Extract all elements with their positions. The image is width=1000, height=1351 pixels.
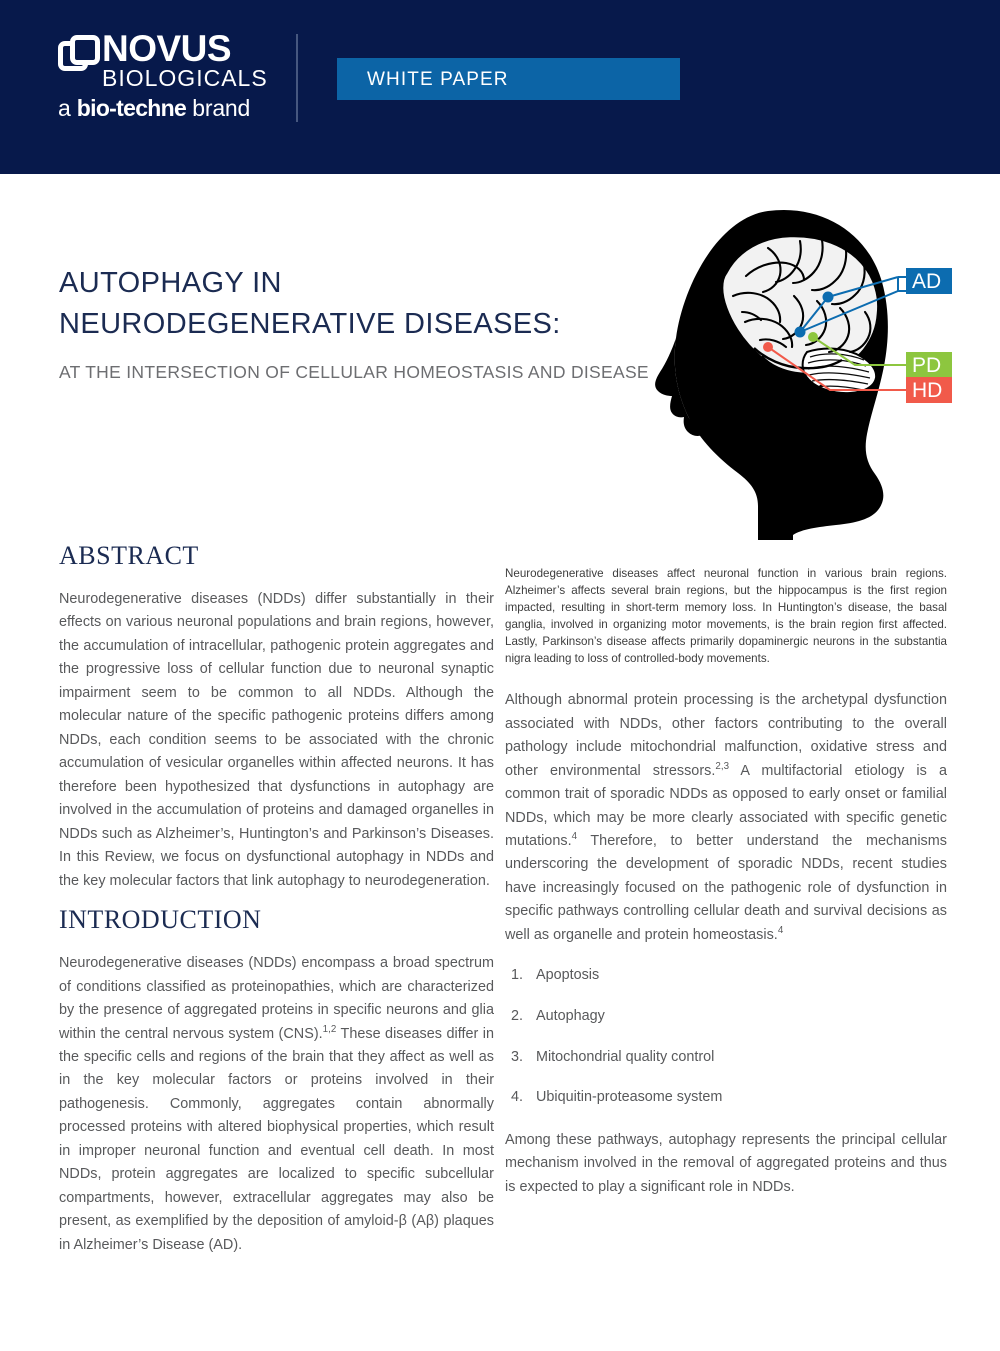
abstract-heading: ABSTRACT <box>59 541 199 570</box>
right-closing-paragraph: Among these pathways, autophagy represents the principal cellular mechanism involved in the removal of aggregated proteins and thus is expected to play a significant role in NDDs. <box>505 1131 947 1195</box>
introduction-text-part-2: These diseases differ in the specific cells and regions of the brain that they affect as well as in the key molecular factors or proteins involved in their pathogenesis. Commonly, aggregates contain abnormally processed proteins with altered biophysical properties, which result in improper neuronal function and eventual cell death. In most NDDs, protein aggregates are localized to specific subcellular compartments, however, extracellular aggregates may also be present, as exemplified by the deposition of amyloid-β (Aβ) plaques in Alzheimer’s Disease (AD). <box>59 1025 494 1253</box>
pd-marker-substantia-nigra <box>808 332 818 342</box>
head-silhouette-icon <box>650 200 970 540</box>
logo-primary-row <box>58 33 268 90</box>
list-item: 1. Apoptosis <box>527 965 947 987</box>
page-title <box>59 263 659 345</box>
hd-label-text: HD <box>912 379 943 402</box>
brain-diagram-figure <box>650 200 970 540</box>
logo-novus-text: NOVUS <box>102 33 232 69</box>
logo-wordmark <box>102 33 268 90</box>
header-vertical-divider <box>296 34 298 122</box>
pathway-list <box>505 965 947 1108</box>
novus-interlocking-squares-icon <box>58 35 100 77</box>
logo-brand-name: bio-techne <box>76 95 187 121</box>
logo-biologicals-text: BIOLOGICALS <box>102 64 268 91</box>
white-paper-tag <box>337 58 680 100</box>
novus-biologicals-logo[interactable] <box>58 33 273 123</box>
page-subtitle: AT THE INTERSECTION OF CELLULAR HOMEOSTASIS AND DISEASE <box>59 362 649 383</box>
right-body-part-a: Although abnormal protein processing is the archetypal dysfunction associated with NDDs, other factors contributing to the overall pathology include mitochondrial malfunction, oxidative stress and other environmental stressors. <box>505 692 947 779</box>
right-column <box>505 565 947 1199</box>
right-body-part-c: Therefore, to better understand the mechanisms underscoring the development of sporadic NDDs, recent studies have increasingly focused on the pathogenic role of dysfunction in specific pathways controlling cellular death and survival decisions as well as organelle and protein homeostasis. <box>505 833 947 943</box>
abstract-paragraph: Neurodegenerative diseases (NDDs) differ substantially in their effects on various neuronal populations and brain regions, however, the accumulation of intracellular, pathogenic protein aggregates and the progressive loss of cellular function due to neuronal synaptic impairment seem to be common to all NDDs. Although the molecular nature of the specific pathogenic proteins differs among NDDs, each condition seems to be associated with the chronic accumulation of vesicular organelles within affected neurons. It has therefore been hypothesized that dysfunctions in autophagy are involved in the accumulation of proteins and damaged organelles in NDDs such as Alzheimer’s, Huntington’s and Parkinson’s Diseases. In this Review, we focus on dysfunctional autophagy in NDDs and the key molecular factors that link autophagy to neurodegeneration. <box>59 591 494 889</box>
right-body-paragraph <box>505 689 947 947</box>
introduction-paragraph <box>59 952 494 1257</box>
logo-brand-suffix: brand <box>186 95 251 121</box>
right-body-citation-3: 4 <box>777 925 784 937</box>
list-item: 2. Autophagy <box>527 1006 947 1028</box>
ad-label-text: AD <box>912 270 942 293</box>
introduction-heading: INTRODUCTION <box>59 905 262 935</box>
page-title-block <box>59 263 659 383</box>
logo-biotechne-brand-line <box>58 97 250 120</box>
introduction-text-part-1: Neurodegenerative diseases (NDDs) encompass a broad spectrum of conditions classified as proteinopathies, which are characterized by the presence of aggregated proteins in specific neurons and glia within the central nervous system (CNS). <box>59 955 494 1042</box>
left-column <box>59 543 494 1257</box>
list-item: 3. Mitochondrial quality control <box>527 1047 947 1069</box>
header-band <box>0 0 1000 174</box>
pd-label-text: PD <box>912 354 942 377</box>
figure-caption: Neurodegenerative diseases affect neuronal function in various brain regions. Alzheimer’s affects several brain regions, but the hippocampus is the first region impacted, resulting in short-term memory loss. In Huntington’s disease, the basal ganglia, involved in organizing motor movements, is the brain region first affected. Lastly, Parkinson’s disease affects primarily dopaminergic neurons in the substantia nigra leading to loss of controlled-body movements. <box>505 567 947 666</box>
ad-marker-cortex <box>823 292 834 303</box>
right-body-part-b: A multifactorial etiology is a common trait of sporadic NDDs as opposed to early onset or familial NDDs, which may be more clearly associated with specific genetic mutations. <box>505 762 947 849</box>
page-title-line-2: NEURODEGENERATIVE DISEASES: <box>59 308 561 341</box>
ad-marker-hippocampus <box>795 327 806 338</box>
hd-marker-basal-ganglia <box>763 342 773 352</box>
page-title-line-1: AUTOPHAGY IN <box>59 267 282 299</box>
right-body-citation-2: 4 <box>571 831 578 843</box>
list-item: 4. Ubiquitin-proteasome system <box>527 1087 947 1109</box>
introduction-citation-1: 1,2 <box>322 1023 337 1035</box>
white-paper-tag-label: WHITE PAPER <box>367 69 509 90</box>
right-body-citation-1: 2,3 <box>715 760 730 772</box>
logo-brand-prefix: a <box>58 95 77 121</box>
